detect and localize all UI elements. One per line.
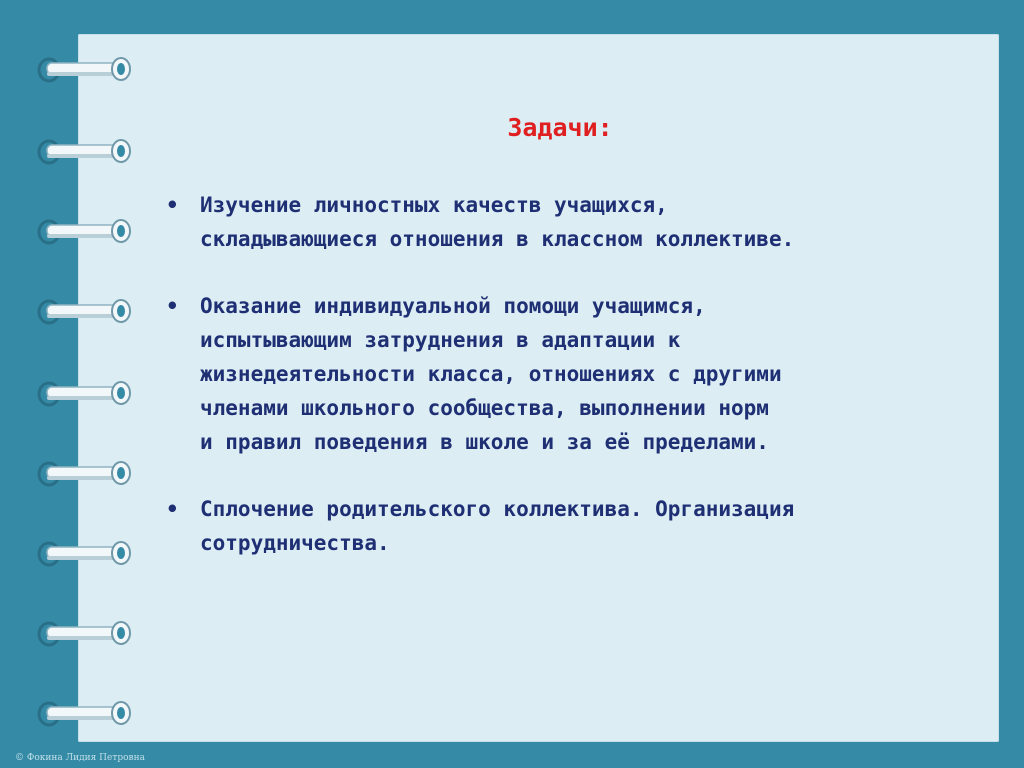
copyright-note: © Фокина Лидия Петровна [15, 753, 145, 763]
task-item [160, 289, 960, 459]
spiral-binding-ring-icon [35, 290, 135, 332]
task-list [160, 188, 960, 560]
slide-title: Задачи: [507, 113, 613, 142]
spiral-binding-ring-icon [35, 612, 135, 654]
spiral-binding-ring-icon [35, 48, 135, 90]
spiral-binding-ring-icon [35, 452, 135, 494]
task-text: Оказание индивидуальной помощи учащимся, испытывающим затруднения в адаптации к жизнедеятельности класса, отношениях с другими членами школьного сообщества, выполнении норм и правил поведения в школе и за её пределами. [200, 294, 782, 454]
task-item [160, 188, 960, 256]
task-text: Изучение личностных качеств учащихся, складывающиеся отношения в классном коллективе. [200, 193, 795, 251]
spiral-binding-ring-icon [35, 532, 135, 574]
bullet-icon: • [166, 294, 179, 318]
spiral-binding-ring-icon [35, 692, 135, 734]
spiral-binding-ring-icon [35, 210, 135, 252]
bullet-icon: • [166, 497, 179, 521]
spiral-binding-ring-icon [35, 372, 135, 414]
task-item [160, 492, 960, 560]
spiral-binding-ring-icon [35, 130, 135, 172]
task-text: Сплочение родительского коллектива. Организация сотрудничества. [200, 497, 795, 555]
bullet-icon: • [166, 193, 179, 217]
